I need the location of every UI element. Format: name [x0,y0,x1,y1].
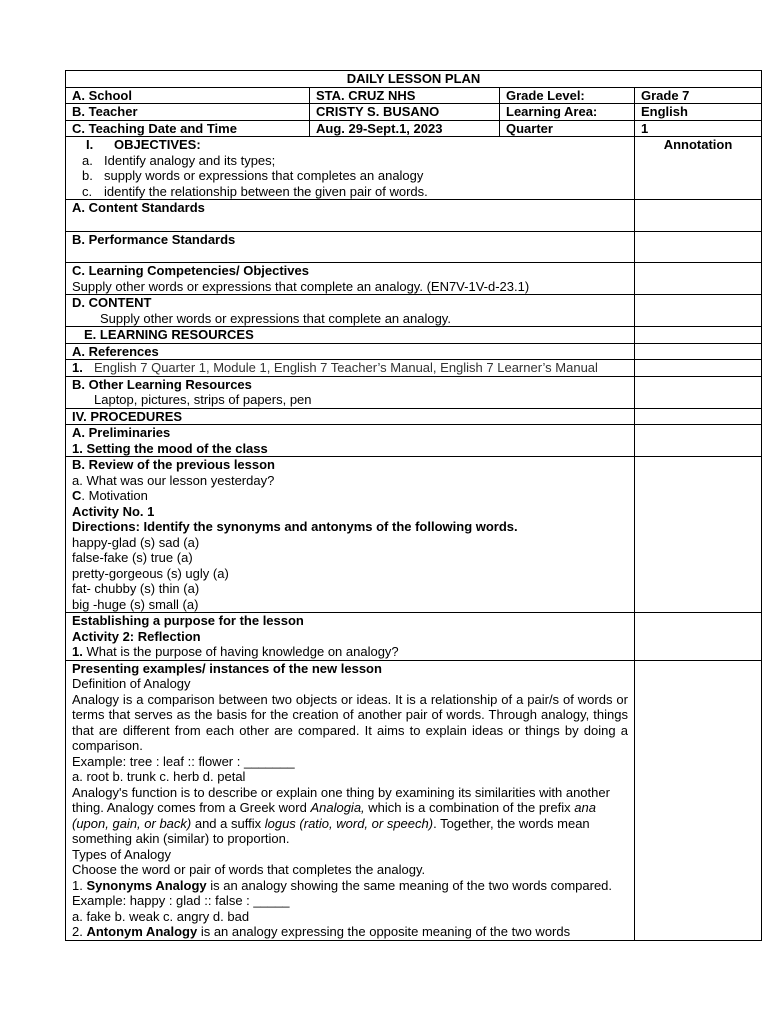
antonym-term: Antonym Analogy [86,924,198,939]
purpose-cell [66,613,635,661]
title-row [66,71,762,88]
references-heading-row [66,343,762,360]
reference-item [72,360,628,376]
synonym-desc: is an analogy showing the same meaning of the two words compared. [206,877,613,893]
other-resources-row [66,376,762,408]
activity-title: Activity No. 1 [72,503,155,519]
purpose-q-text: What is the purpose of having knowledge on analogy? [82,644,399,659]
review-heading: B. Review of the previous lesson [72,457,275,472]
school-row [66,87,762,104]
function-italic-3: logus (ratio, word, or speech) [264,815,434,831]
purpose-row [66,613,762,661]
annotation-cell [635,408,762,425]
function-text-b: which is a combination of the prefix [364,800,575,815]
preliminaries-row [66,425,762,457]
quarter-label: Quarter [500,120,635,137]
references-item-row [66,360,762,377]
motivation-line [72,488,628,504]
performance-standards-row [66,231,762,263]
types-intro: Choose the word or pair of words that completes the analogy. [72,862,426,877]
antonym-analogy [72,924,628,940]
synonym-num: 1. [72,877,87,893]
definition-title: Definition of Analogy [72,676,191,691]
function-text-c: and a suffix [191,815,265,831]
school-value: STA. CRUZ NHS [310,87,500,104]
objectives-row [66,137,762,200]
content-text: Supply other words or expressions that complete an analogy. [100,310,451,326]
word-pair: happy-glad (s) sad (a) [72,534,200,550]
motivation-letter: C [72,488,82,503]
annotation-cell [635,231,762,263]
objective-marker: a. [82,152,93,168]
date-value: Aug. 29-Sept.1, 2023 [310,120,500,137]
competencies-cell [66,263,635,295]
content-cell [66,295,635,327]
function-text-d: . Together, the words mean something akin (similar) to proportion. [72,815,590,846]
objective-marker: b. [82,168,93,183]
annotation-cell [635,327,762,344]
function-italic-1: Analogia, [310,800,365,815]
word-pair: false-fake (s) true (a) [72,550,193,565]
competencies-text: Supply other words or expressions that complete an analogy. (EN7V-1V-d-23.1) [72,278,530,294]
function-paragraph [72,785,628,847]
procedures-heading: IV. PROCEDURES [66,408,635,425]
procedures-row [66,408,762,425]
function-text-a: Analogy's function is to describe or explain one thing by examining its similarities with another thing. Analogy comes from a Greek word [72,784,610,815]
purpose-question [72,644,628,660]
annotation-cell [635,613,762,661]
synonym-analogy [72,878,628,894]
area-value: English [635,104,762,121]
objective-text: supply words or expressions that completes an analogy [104,168,424,183]
annotation-cell [635,660,762,940]
references-heading: A. References [66,343,635,360]
annotation-header: Annotation [635,137,762,200]
reference-text: English 7 Quarter 1, Module 1, English 7 Teacher’s Manual, English 7 Learner’s Manual [94,360,598,375]
other-resources-heading: B. Other Learning Resources [72,376,252,392]
preliminaries-heading: A. Preliminaries [72,425,171,440]
objectives-cell [66,137,635,200]
page-title: DAILY LESSON PLAN [66,71,762,88]
area-label: Learning Area: [500,104,635,121]
objectives-heading-text: OBJECTIVES: [114,137,201,152]
performance-standards-cell [66,231,635,263]
example-1: Example: tree : leaf :: flower : _______ [72,753,295,769]
review-question: a. What was our lesson yesterday? [72,472,275,488]
content-standards-heading: A. Content Standards [72,200,205,215]
motivation-rest: . Motivation [81,488,148,503]
choices-2: a. fake b. weak c. angry d. bad [72,908,250,924]
annotation-cell [635,425,762,457]
references-item-cell [66,360,635,377]
grade-value: Grade 7 [635,87,762,104]
antonym-num: 2. [72,924,87,939]
definition-text: Analogy is a comparison between two objects or ideas. It is a relationship of a pair/s of words or terms that serves as the basis for the creation of another pair of words. Through analogy, things that are different from each other are compared. It aims to explain ideas or things by doing a comparison. [72,691,628,753]
school-label: A. School [66,87,310,104]
annotation-cell [635,343,762,360]
objective-item-a [72,153,628,169]
grade-label: Grade Level: [500,87,635,104]
objectives-heading [72,137,628,153]
competencies-heading: C. Learning Competencies/ Objectives [72,263,309,278]
choices-1: a. root b. trunk c. herb d. petal [72,769,246,784]
content-standards-row [66,200,762,232]
teacher-label: B. Teacher [66,104,310,121]
objective-item-c [72,184,628,200]
purpose-q-num: 1. [72,644,83,659]
objective-text: identify the relationship between the given pair of words. [104,183,428,199]
types-title: Types of Analogy [72,846,172,862]
content-row [66,295,762,327]
examples-row [66,660,762,940]
function-italic-2: ana (upon, gain, or back) [72,800,596,831]
synonym-term: Synonyms Analogy [86,877,207,893]
annotation-cell [635,360,762,377]
activity-directions: Directions: Identify the synonyms and antonyms of the following words. [72,519,518,534]
teacher-row [66,104,762,121]
preliminaries-cell [66,425,635,457]
objectives-heading-num: I. [86,137,94,152]
content-standards-cell [66,200,635,232]
learning-resources-row [66,327,762,344]
annotation-cell [635,376,762,408]
examples-heading: Presenting examples/ instances of the new lesson [72,660,382,676]
word-pair: fat- chubby (s) thin (a) [72,581,200,596]
reference-num: 1. [72,360,83,375]
teacher-value: CRISTY S. BUSANO [310,104,500,121]
objective-item-b [72,168,628,184]
word-pair: pretty-gorgeous (s) ugly (a) [72,565,229,581]
review-cell [66,457,635,613]
other-resources-text: Laptop, pictures, strips of papers, pen [94,392,312,407]
word-pair: big -huge (s) small (a) [72,596,199,612]
quarter-value: 1 [635,120,762,137]
annotation-cell [635,457,762,613]
annotation-cell [635,200,762,232]
antonym-desc: is an analogy expressing the opposite meaning of the two words [197,924,571,939]
review-row [66,457,762,613]
objective-marker: c. [82,183,93,199]
date-label: C. Teaching Date and Time [66,120,310,137]
annotation-cell [635,295,762,327]
content-heading: D. CONTENT [72,295,152,310]
purpose-heading: Establishing a purpose for the lesson [72,613,304,628]
other-resources-cell [66,376,635,408]
lesson-plan-table [65,70,762,941]
objective-text: Identify analogy and its types; [104,152,276,168]
purpose-activity: Activity 2: Reflection [72,628,201,644]
annotation-cell [635,263,762,295]
performance-standards-heading: B. Performance Standards [72,231,236,247]
competencies-row [66,263,762,295]
preliminaries-sub: 1. Setting the mood of the class [72,440,268,456]
date-row [66,120,762,137]
examples-cell [66,660,635,940]
learning-resources-heading: E. LEARNING RESOURCES [66,327,635,344]
example-2: Example: happy : glad :: false : _____ [72,893,290,908]
